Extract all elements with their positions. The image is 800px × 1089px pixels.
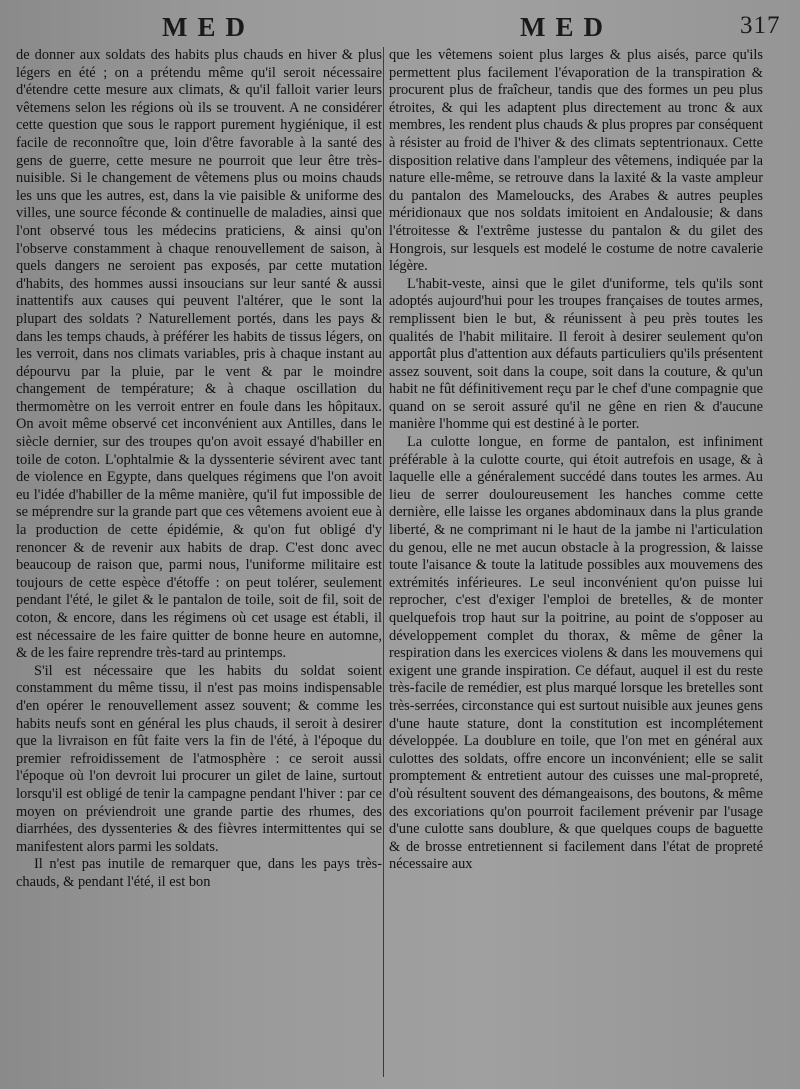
page-number: 317 — [740, 12, 781, 39]
right-paragraph-3: La culotte longue, en forme de pantalon, est infiniment préférable à la culotte courte, qui étoit autrefois en usage, & à laquelle elle a généralement succédé dans toutes les armes. Au lieu de serrer douloureusement les hanches comme cette dernière, elle laisse les organes abdominaux dans la plus grande liberté, & ne comprimant ni le haut de la jambe ni l'articulation du genou, elle ne met aucun obstacle à la progression, & laisse toute l'aisance & toute la latitude possibles aux mouvemens des extrémités inférieures. Le seul inconvénient qu'on puisse lui reprocher, c'est d'exiger l'emploi de bretelles, & de monter quelquefois trop haut sur la poitrine, au point de s'opposer au développement complet du thorax, & même de gêner la respiration dans les exercices violens & dans les mouvemens qui exigent une grande inspiration. Ce défaut, auquel il est du reste très-facile de remédier, est plus marqué lorsque les bretelles sont très-serrées, circonstance qui est surtout nuisible aux jeunes gens d'une haute stature, dont la constitution est incomplétement développée. La doublure en toile, que l'on met en général aux culottes des soldats, offre encore un inconvénient; elle se salit promptement & entretient autour des cuisses une mal-propreté, d'où résultent souvent des démangeaisons, des boutons, & même des excoriations qu'on pourroit facilement prévenir par l'usage d'une culotte sans doublure, & que quelques coups de baguette & de brosse entretiennent si facilement dans l'état de propreté nécessaire aux — [389, 434, 763, 873]
right-paragraph-2: L'habit-veste, ainsi que le gilet d'uniforme, tels qu'ils sont adoptés aujourd'hui pour les troupes françaises de toutes armes, remplissent bien le but, & réunissent à peu près toutes les qualités de l'habit militaire. Il feroit à desirer seulement qu'on apportât plus d'attention aux défauts particuliers qu'ils présentent assez souvent, soit dans la coupe, soit dans la couture, & qu'un habit ne fût définitivement reçu par le chef d'une compagnie que quand on se seroit assuré qu'il ne gêne en rien & d'aucune manière l'homme qui est destiné à le porter. — [389, 275, 763, 433]
left-column — [16, 47, 382, 1077]
left-paragraph-3: Il n'est pas inutile de remarquer que, dans les pays très-chauds, & pendant l'été, il est bon — [16, 856, 382, 890]
left-paragraph-1: de donner aux soldats des habits plus chauds en hiver & plus légers en été ; on a prétendu même qu'il seroit nécessaire d'étendre cette mesure aux climats, & qu'il falloit varier leurs vêtemens selon les régions où ils se trouvent. A ne considérer cette question que sous le rapport purement hygiénique, il est facile de reconnoître que, loin d'être favorable à la santé des gens de guerre, cette mesure ne pourroit que leur être très-nuisible. Si le changement de vêtemens plus ou moins chauds les uns que les autres, est, dans la vie paisible & uniforme des villes, une source féconde & continuelle de maladies, ainsi que l'ont observé tous les médecins praticiens, & ainsi qu'on l'observe constamment à chaque renouvellement de saison, à quels dangers ne seroient pas exposés, par cette mutation d'habits, des hommes aussi insoucians sur leur santé & aussi inattentifs aux causes qui peuvent l'altérer, que le sont la plupart des soldats ? Naturellement portés, dans les pays & dans les temps chauds, à préférer les habits de tissus légers, on les verroit, dans nos climats variables, pris à chaque instant au dépourvu par la pluie, par le vent & par le moindre changement de température; & à chaque oscillation du thermomètre on les verroit entrer en foule dans les hôpitaux. On avoit même observé cet inconvénient aux Antilles, dans le siècle dernier, sur des troupes qu'on avoit essayé d'habiller en toile de coton. L'ophtalmie & la dyssenterie sévirent avec tant de violence en Egypte, dans quelques régimens que l'on avoit eu l'idée d'habiller de la même manière, qu'il fut impossible de se méprendre sur la grande part que ces vêtemens avoient eue à la production de cette épidémie, & qu'on fut obligé d'y renoncer & de revenir aux habits de drap. C'est donc avec beaucoup de raison que, parmi nous, l'uniforme militaire est toujours de cette espèce d'étoffe : on peut tolérer, seulement pendant l'été, le gilet & le pantalon de toile, soit de fil, soit de coton, & encore, dans les régimens où cet usage est établi, il est nécessaire de les faire quitter de bonne heure en automne, & de les faire reprendre très-tard au printemps. — [16, 47, 382, 662]
column-divider — [383, 47, 384, 1077]
right-paragraph-1: que les vêtemens soient plus larges & plus aisés, parce qu'ils permettent plus facilement l'évaporation de la transpiration & procurent plus de fraîcheur, tandis que des formes un peu plus étroites, & qui les adaptent plus directement au tronc & aux membres, les rendent plus chauds & plus propres par conséquent à résister au froid de l'hiver & des climats septentrionaux. Cette disposition relative dans l'ampleur des vêtemens, indiquée par la nature elle-même, se retrouve dans la laxité & la vaste ampleur du pantalon des Mameloucks, des Arabes & autres peuples méridionaux que nos soldats imitoient en Andalousie; & dans l'étroitesse & l'extrême justesse du pantalon & du gilet des Hongrois, sur lesquels est modelé le costume de notre cavalerie légère. — [389, 47, 763, 275]
running-head-right: MED — [520, 12, 613, 42]
running-head-left: MED — [162, 12, 255, 42]
right-column — [389, 47, 763, 1077]
left-paragraph-2: S'il est nécessaire que les habits du soldat soient constamment du même tissu, il n'est pas moins indispensable d'en opérer le renouvellement assez souvent; & comme les habits neufs sont en général les plus chauds, il seroit à desirer que la livraison en fût faite vers la fin de l'été, à l'époque du premier refroidissement de l'atmosphère : ce seroit aussi l'époque où l'on devroit lui procurer un gilet de laine, surtout lorsqu'il est obligé de tenir la campagne pendant l'hiver : par ce moyen on préviendroit une grande partie des rhumes, des diarrhées, des dyssenteries & des fièvres intermittentes qui se manifestent alors parmi les soldats. — [16, 662, 382, 855]
